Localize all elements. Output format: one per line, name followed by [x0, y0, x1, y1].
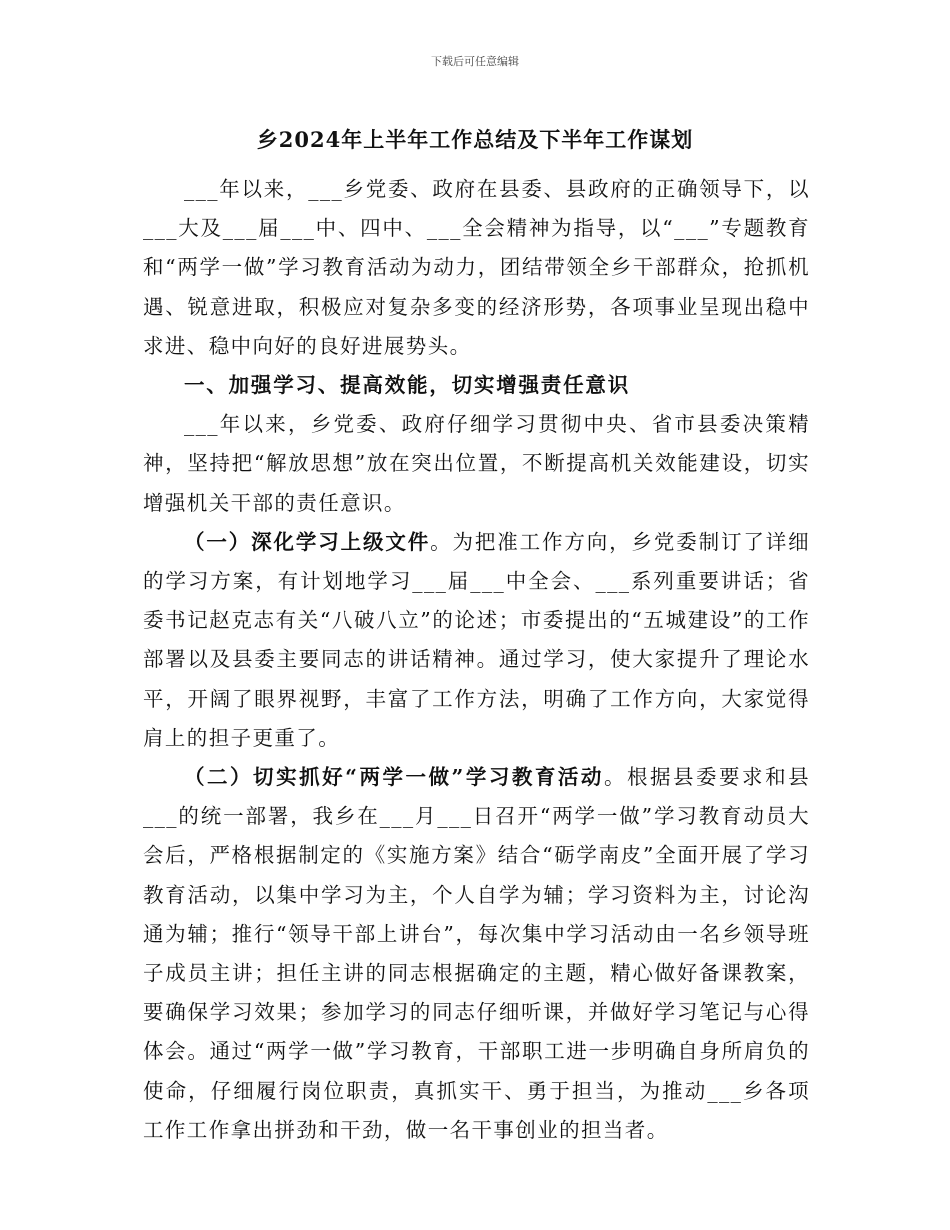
- document-body: [143, 170, 810, 1150]
- document-title: 乡2024年上半年工作总结及下半年工作谋划: [256, 127, 694, 152]
- section-heading-1: 一、加强学习、提高效能，切实增强责任意识: [184, 373, 630, 398]
- item-1-lead: （一）深化学习上级文件: [184, 529, 431, 554]
- item-1-text: 。为把准工作方向，乡党委制订了详细的学习方案，有计划地学习___届___中全会、___系列重要讲话；省委书记赵克志有关“八破八立”的论述；市委提出的“五城建设”的工作部署以及县委主要同志的讲话精神。通过学习，使大家提升了理论水平，开阔了眼界视野，丰富了工作方法，明确了工作方向，大家觉得肩上的担子更重了。: [143, 529, 810, 750]
- item-2-lead: （二）切实抓好“两学一做”学习教育活动: [184, 765, 604, 790]
- header-note: 下载后可任意编辑: [431, 55, 519, 68]
- item-2-paragraph: [143, 758, 810, 1150]
- section-1-paragraph: ___年以来，乡党委、政府仔细学习贯彻中央、省市县委决策精神，坚持把“解放思想”放在突出位置，不断提高机关效能建设，切实增强机关干部的责任意识。: [143, 412, 810, 515]
- intro-paragraph: ___年以来，___乡党委、政府在县委、县政府的正确领导下，以___大及___届___中、四中、___全会精神为指导，以“___”专题教育和“两学一做”学习教育活动为动力，团结带领全乡干部群众，抢抓机遇、锐意进取，积极应对复杂多变的经济形势，各项事业呈现出稳中求进、稳中向好的良好进展势头。: [143, 177, 810, 358]
- item-2-text: 。根据县委要求和县___的统一部署，我乡在___月___日召开“两学一做”学习教育动员大会后，严格根据制定的《实施方案》结合“砺学南皮”全面开展了学习教育活动，以集中学习为主，个人自学为辅；学习资料为主，讨论沟通为辅；推行“领导干部上讲台”，每次集中学习活动由一名乡领导班子成员主讲；担任主讲的同志根据确定的主题，精心做好备课教案，要确保学习效果；参加学习的同志仔细听课，并做好学习笔记与心得体会。通过“两学一做”学习教育，干部职工进一步明确自身所肩负的使命，仔细履行岗位职责，真抓实干、勇于担当，为推动___乡各项工作工作拿出拼劲和干劲，做一名干事创业的担当者。: [143, 765, 810, 1142]
- item-1-paragraph: [143, 523, 810, 758]
